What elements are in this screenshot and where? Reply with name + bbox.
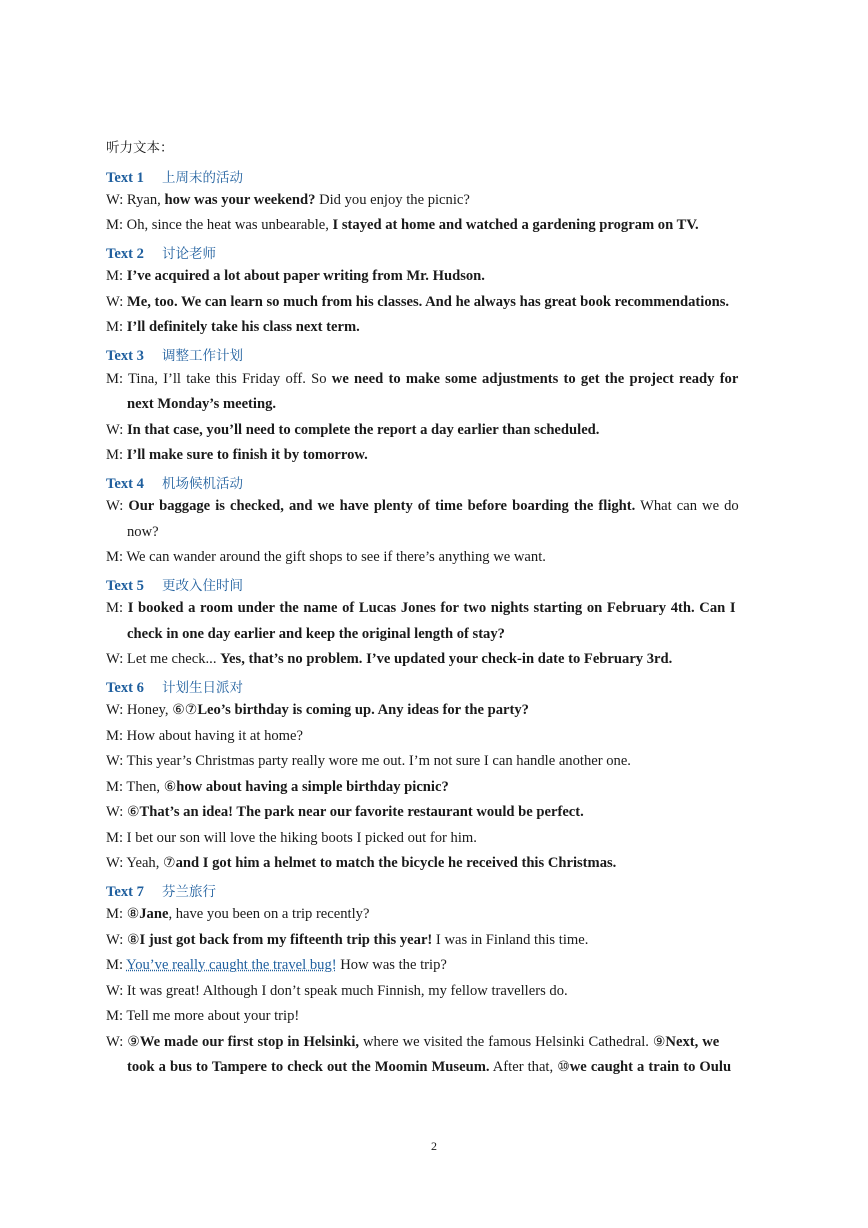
dialogue-line: M: I booked a room under the name of Lucas Jones for two nights starting on February 4th. Can I xyxy=(106,600,736,616)
dialogue-continuation: check in one day earlier and keep the original length of stay? xyxy=(127,626,505,642)
text-label: Text 5 xyxy=(106,578,144,594)
dialogue-line: M: Then, ⑥how about having a simple birthday picnic? xyxy=(106,779,449,795)
text-label: Text 1 xyxy=(106,170,144,186)
question-number-marker: ⑩ xyxy=(557,1059,570,1075)
dialogue-line: W: This year’s Christmas party really wore me out. I’m not sure I can handle another one. xyxy=(106,753,631,769)
dialogue-line: M: How about having it at home? xyxy=(106,728,303,744)
dialogue-line: W: Ryan, how was your weekend? Did you enjoy the picnic? xyxy=(106,192,470,208)
text-heading xyxy=(106,574,243,595)
text-title: 更改入住时间 xyxy=(161,578,243,594)
text-title: 计划生日派对 xyxy=(161,680,243,696)
dialogue-line: W: Our baggage is checked, and we have plenty of time before boarding the flight. What can we do xyxy=(106,498,739,514)
text-title: 上周末的活动 xyxy=(161,170,243,186)
dialogue-line: W: ⑨We made our first stop in Helsinki, where we visited the famous Helsinki Cathedral. ⑨Next, we xyxy=(106,1034,720,1050)
dialogue-line: W: In that case, you’ll need to complete the report a day earlier than scheduled. xyxy=(106,422,600,438)
dialogue-continuation: now? xyxy=(127,524,159,540)
text-title: 调整工作计划 xyxy=(161,348,243,364)
text-heading xyxy=(106,676,243,697)
dialogue-line: W: ⑧I just got back from my fifteenth trip this year! I was in Finland this time. xyxy=(106,932,589,948)
dialogue-line: M: Tina, I’ll take this Friday off. So we need to make some adjustments to get the project ready for xyxy=(106,371,739,387)
dialogue-line: M: You’ve really caught the travel bug! How was the trip? xyxy=(106,957,447,973)
text-label: Text 6 xyxy=(106,680,144,696)
dialogue-continuation: took a bus to Tampere to check out the Moomin Museum. After that, ⑩we caught a train to Oulu xyxy=(127,1059,732,1075)
text-title: 机场候机活动 xyxy=(161,476,243,492)
dialogue-line: M: Oh, since the heat was unbearable, I stayed at home and watched a gardening program on TV. xyxy=(106,217,699,233)
dialogue-line: M: Tell me more about your trip! xyxy=(106,1008,300,1024)
text-label: Text 4 xyxy=(106,476,144,492)
text-heading xyxy=(106,880,216,901)
dialogue-line: M: We can wander around the gift shops to see if there’s anything we want. xyxy=(106,549,546,565)
question-number-marker: ⑥ xyxy=(163,779,177,795)
dialogue-line: W: ⑥That’s an idea! The park near our favorite restaurant would be perfect. xyxy=(106,804,584,820)
underlined-phrase: You’ve really caught the travel bug! xyxy=(126,957,337,973)
dialogue-line: W: Me, too. We can learn so much from his classes. And he always has great book recommendations. xyxy=(106,294,730,310)
text-label: Text 7 xyxy=(106,884,144,900)
dialogue-line: M: ⑧Jane, have you been on a trip recently? xyxy=(106,906,370,922)
page-number: 2 xyxy=(431,1139,437,1153)
text-heading xyxy=(106,242,216,263)
dialogue-line: W: It was great! Although I don’t speak much Finnish, my fellow travellers do. xyxy=(106,983,568,999)
question-number-marker: ⑨ xyxy=(127,1034,140,1050)
text-heading xyxy=(106,472,243,493)
dialogue-line: M: I’ve acquired a lot about paper writing from Mr. Hudson. xyxy=(106,268,485,284)
text-label: Text 3 xyxy=(106,348,144,364)
dialogue-line: M: I bet our son will love the hiking boots I picked out for him. xyxy=(106,830,477,846)
question-number-marker: ⑨ xyxy=(652,1034,666,1050)
text-title: 讨论老师 xyxy=(161,246,216,262)
question-number-marker: ⑥⑦ xyxy=(172,702,198,718)
text-heading xyxy=(106,166,243,187)
dialogue-line: W: Yeah, ⑦and I got him a helmet to match the bicycle he received this Christmas. xyxy=(106,855,617,871)
section-intro: 听力文本： xyxy=(106,140,174,156)
question-number-marker: ⑧ xyxy=(126,906,140,922)
question-number-marker: ⑧ xyxy=(126,932,140,948)
dialogue-line: W: Let me check... Yes, that’s no problem. I’ve updated your check-in date to February 3rd. xyxy=(106,651,673,667)
text-title: 芬兰旅行 xyxy=(161,884,216,900)
dialogue-continuation: next Monday’s meeting. xyxy=(127,396,277,412)
question-number-marker: ⑥ xyxy=(126,804,140,820)
text-label: Text 2 xyxy=(106,246,144,262)
dialogue-line: W: Honey, ⑥⑦Leo’s birthday is coming up. Any ideas for the party? xyxy=(106,702,529,718)
dialogue-line: M: I’ll make sure to finish it by tomorrow. xyxy=(106,447,368,463)
dialogue-line: M: I’ll definitely take his class next term. xyxy=(106,319,360,335)
question-number-marker: ⑦ xyxy=(163,855,176,871)
text-heading xyxy=(106,344,243,365)
